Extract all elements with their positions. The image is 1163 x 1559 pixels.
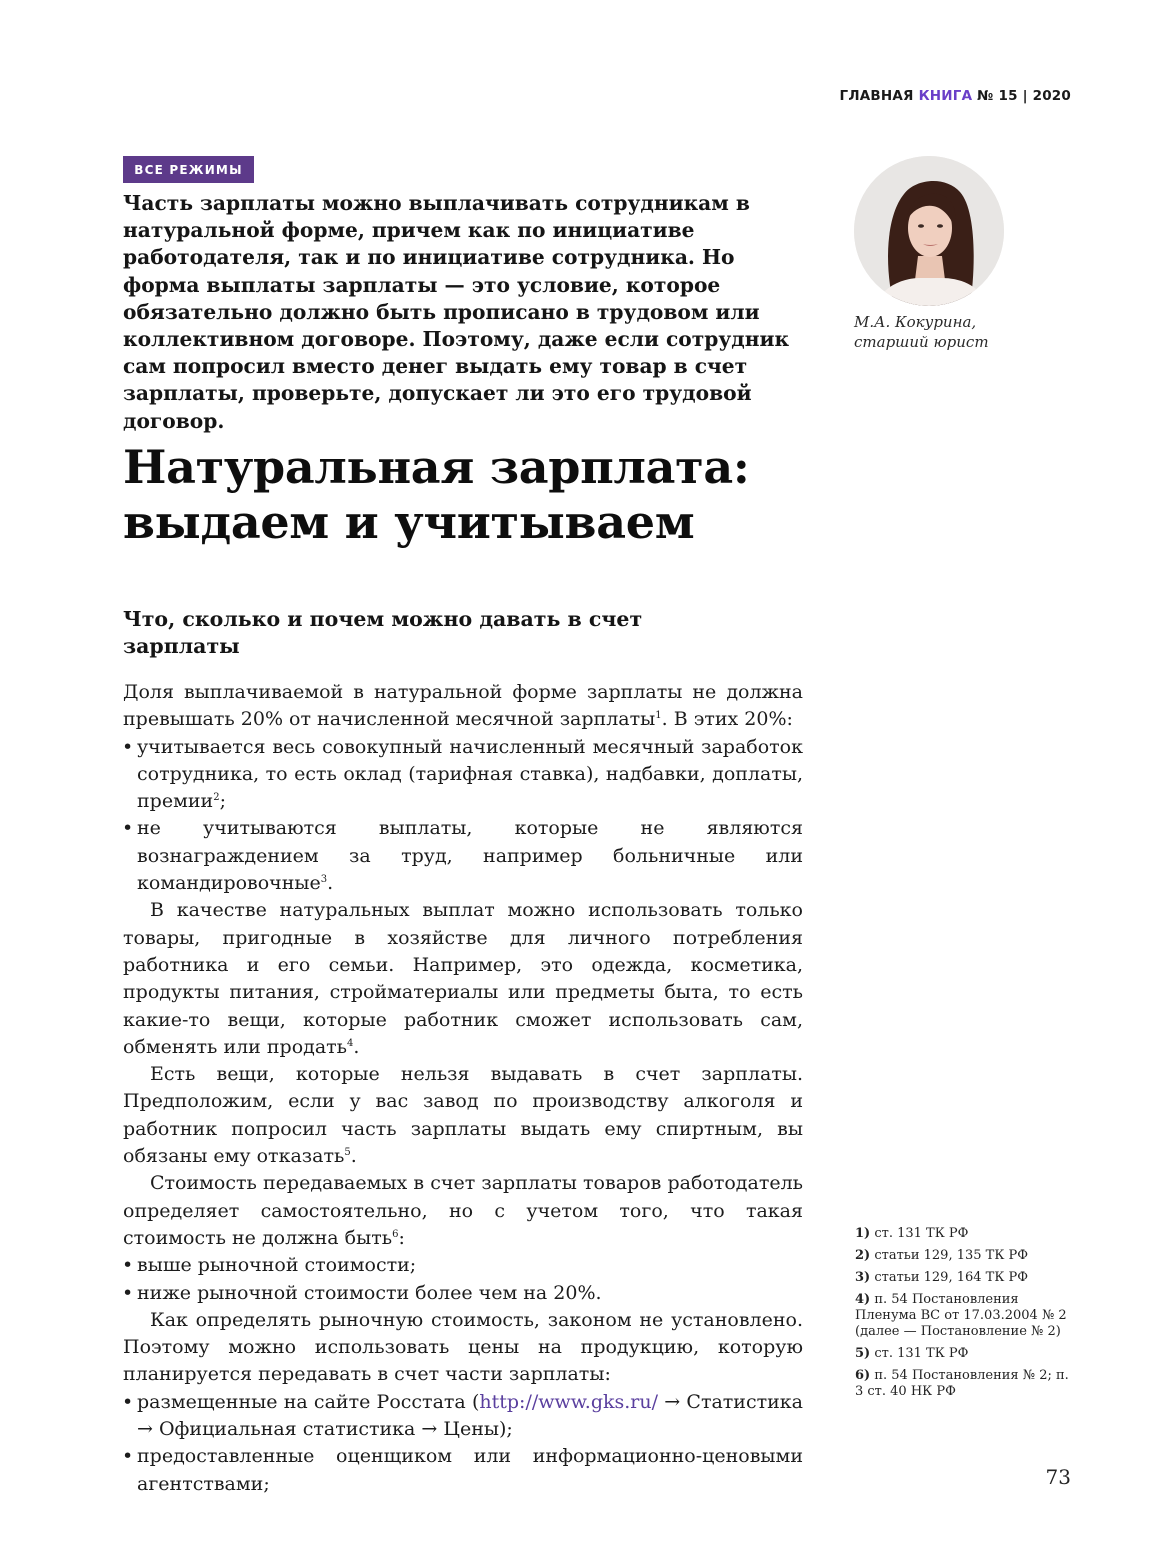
list-item-text: не учитываются выплаты, которые не являются вознаграждением за труд, например больничные или командировочные xyxy=(137,817,803,895)
list-item-text: учитывается весь совокупный начисленный месячный заработок сотрудника, то есть оклад (тарифная ставка), надбавки, доплаты, премии xyxy=(137,735,803,813)
paragraph-1 xyxy=(123,679,803,734)
page-number: 73 xyxy=(1045,1465,1071,1489)
footnote-number: 5) xyxy=(855,1346,871,1361)
paragraph-1-tail: . В этих 20%: xyxy=(661,708,793,731)
paragraph-1-text: Доля выплачиваемой в натуральной форме зарплаты не должна превышать 20% от начисленной месячной зарплаты xyxy=(123,681,803,731)
paragraph-4-tail: : xyxy=(398,1226,405,1249)
footnote xyxy=(855,1346,1070,1362)
paragraph-2-tail: . xyxy=(353,1035,360,1058)
list-item-tail: . xyxy=(327,872,334,895)
list-item-text: размещенные на сайте Росстата ( xyxy=(137,1390,480,1413)
footnote-ref-6: 6 xyxy=(392,1228,399,1240)
footnote-ref-5: 5 xyxy=(344,1147,351,1159)
footnote-text: ст. 131 ТК РФ xyxy=(874,1226,969,1241)
paragraph-5: Как определять рыночную стоимость, законом не установлено. Поэтому можно использовать цены на продукцию, которую планируется передавать в счет части зарплаты: xyxy=(123,1308,803,1386)
author-caption xyxy=(854,312,1054,352)
brand-name-part1: ГЛАВНАЯ xyxy=(839,88,914,104)
footnote-text: статьи 129, 164 ТК РФ xyxy=(874,1270,1029,1285)
rubric-badge: ВСЕ РЕЖИМЫ xyxy=(123,156,254,183)
footnote-text: п. 54 Постановления Пленума ВС от 17.03.2004 № 2 (далее — Постановление № 2) xyxy=(855,1292,1067,1339)
footnote xyxy=(855,1368,1070,1400)
list-item xyxy=(123,815,803,897)
author-portrait-illustration xyxy=(854,156,1004,306)
list-item-tail: ; xyxy=(219,790,226,813)
footnote xyxy=(855,1292,1070,1340)
list-item: • предоставленные оценщиком или информационно-ценовыми агентствами; xyxy=(123,1443,803,1498)
footnote xyxy=(855,1270,1070,1286)
list-included-excluded xyxy=(123,734,803,898)
footnote-number: 6) xyxy=(855,1368,871,1383)
footnote-text: п. 54 Постановления № 2; п. 3 ст. 40 НК РФ xyxy=(855,1368,1069,1399)
footnote-text: статьи 129, 135 ТК РФ xyxy=(874,1248,1029,1263)
brand-name-part2: КНИГА xyxy=(918,88,973,104)
lead-paragraph: Часть зарплаты можно выплачивать сотрудникам в натуральной форме, причем как по инициативе работодателя, так и по инициативе сотрудника. Но форма выплаты зарплаты — это условие, которое обязательно должно быть прописано в трудовом или коллективном договоре. Поэтому, даже если сотрудник сам попросил вместо денег выдать ему товар в счет зарплаты, проверьте, допускает ли это его трудовой договор. xyxy=(123,191,790,433)
paragraph-3-text: Есть вещи, которые нельзя выдавать в счет зарплаты. Предположим, если у вас завод по производству алкоголя и работник попросил часть зарплаты выдать ему спиртным, вы обязаны ему отказать xyxy=(123,1063,803,1168)
footnote-ref-3: 3 xyxy=(320,874,328,886)
author-name: М.А. Кокурина, xyxy=(854,313,977,331)
footnote-number: 1) xyxy=(855,1226,871,1241)
footnote-number: 4) xyxy=(855,1292,871,1307)
footnotes xyxy=(855,1226,1070,1406)
footnote-text: ст. 131 ТК РФ xyxy=(874,1346,969,1361)
footnote-number: 3) xyxy=(855,1270,871,1285)
footnote-number: 2) xyxy=(855,1248,871,1263)
list-price-limits xyxy=(123,1252,803,1307)
list-item-tail: → Статистика → Официальная статистика → Цены); xyxy=(137,1390,803,1441)
paragraph-4 xyxy=(123,1170,803,1252)
list-item: • ниже рыночной стоимости более чем на 20%. xyxy=(123,1280,803,1307)
list-item xyxy=(123,1389,803,1444)
author-role: старший юрист xyxy=(854,333,989,351)
footnote xyxy=(855,1226,1070,1242)
rosstat-link[interactable]: http://www.gks.ru/ xyxy=(479,1390,659,1413)
paragraph-3 xyxy=(123,1061,803,1170)
article-title xyxy=(123,440,843,550)
paragraph-2-text: В качестве натуральных выплат можно использовать только товары, пригодные в хозяйстве для личного потребления работника и его семьи. Например, это одежда, косметика, продукты питания, стройматериалы или предметы быта, то есть какие-то вещи, которые работник сможет использовать сам, обменять или продать xyxy=(123,899,803,1058)
article-title-line2: выдаем и учитываем xyxy=(123,495,695,549)
paragraph-3-tail: . xyxy=(350,1145,357,1168)
article-body xyxy=(123,679,803,1498)
paragraph-2 xyxy=(123,897,803,1061)
section-subtitle: Что, сколько и почем можно давать в счет зарплаты xyxy=(123,607,643,658)
list-item xyxy=(123,734,803,816)
paragraph-4-text: Стоимость передаваемых в счет зарплаты товаров работодатель определяет самостоятельно, но с учетом того, что такая стоимость не должна быть xyxy=(123,1172,803,1249)
footnote-ref-4: 4 xyxy=(347,1037,354,1049)
author-photo xyxy=(854,156,1004,306)
masthead xyxy=(840,88,1071,104)
article-title-line1: Натуральная зарплата: xyxy=(123,440,750,494)
footnote-ref-2: 2 xyxy=(213,792,220,804)
list-price-sources xyxy=(123,1389,803,1498)
footnote-ref-1: 1 xyxy=(655,710,662,722)
footnote xyxy=(855,1248,1070,1264)
issue-label: № 15 | 2020 xyxy=(977,88,1071,104)
list-item: • выше рыночной стоимости; xyxy=(123,1252,803,1279)
